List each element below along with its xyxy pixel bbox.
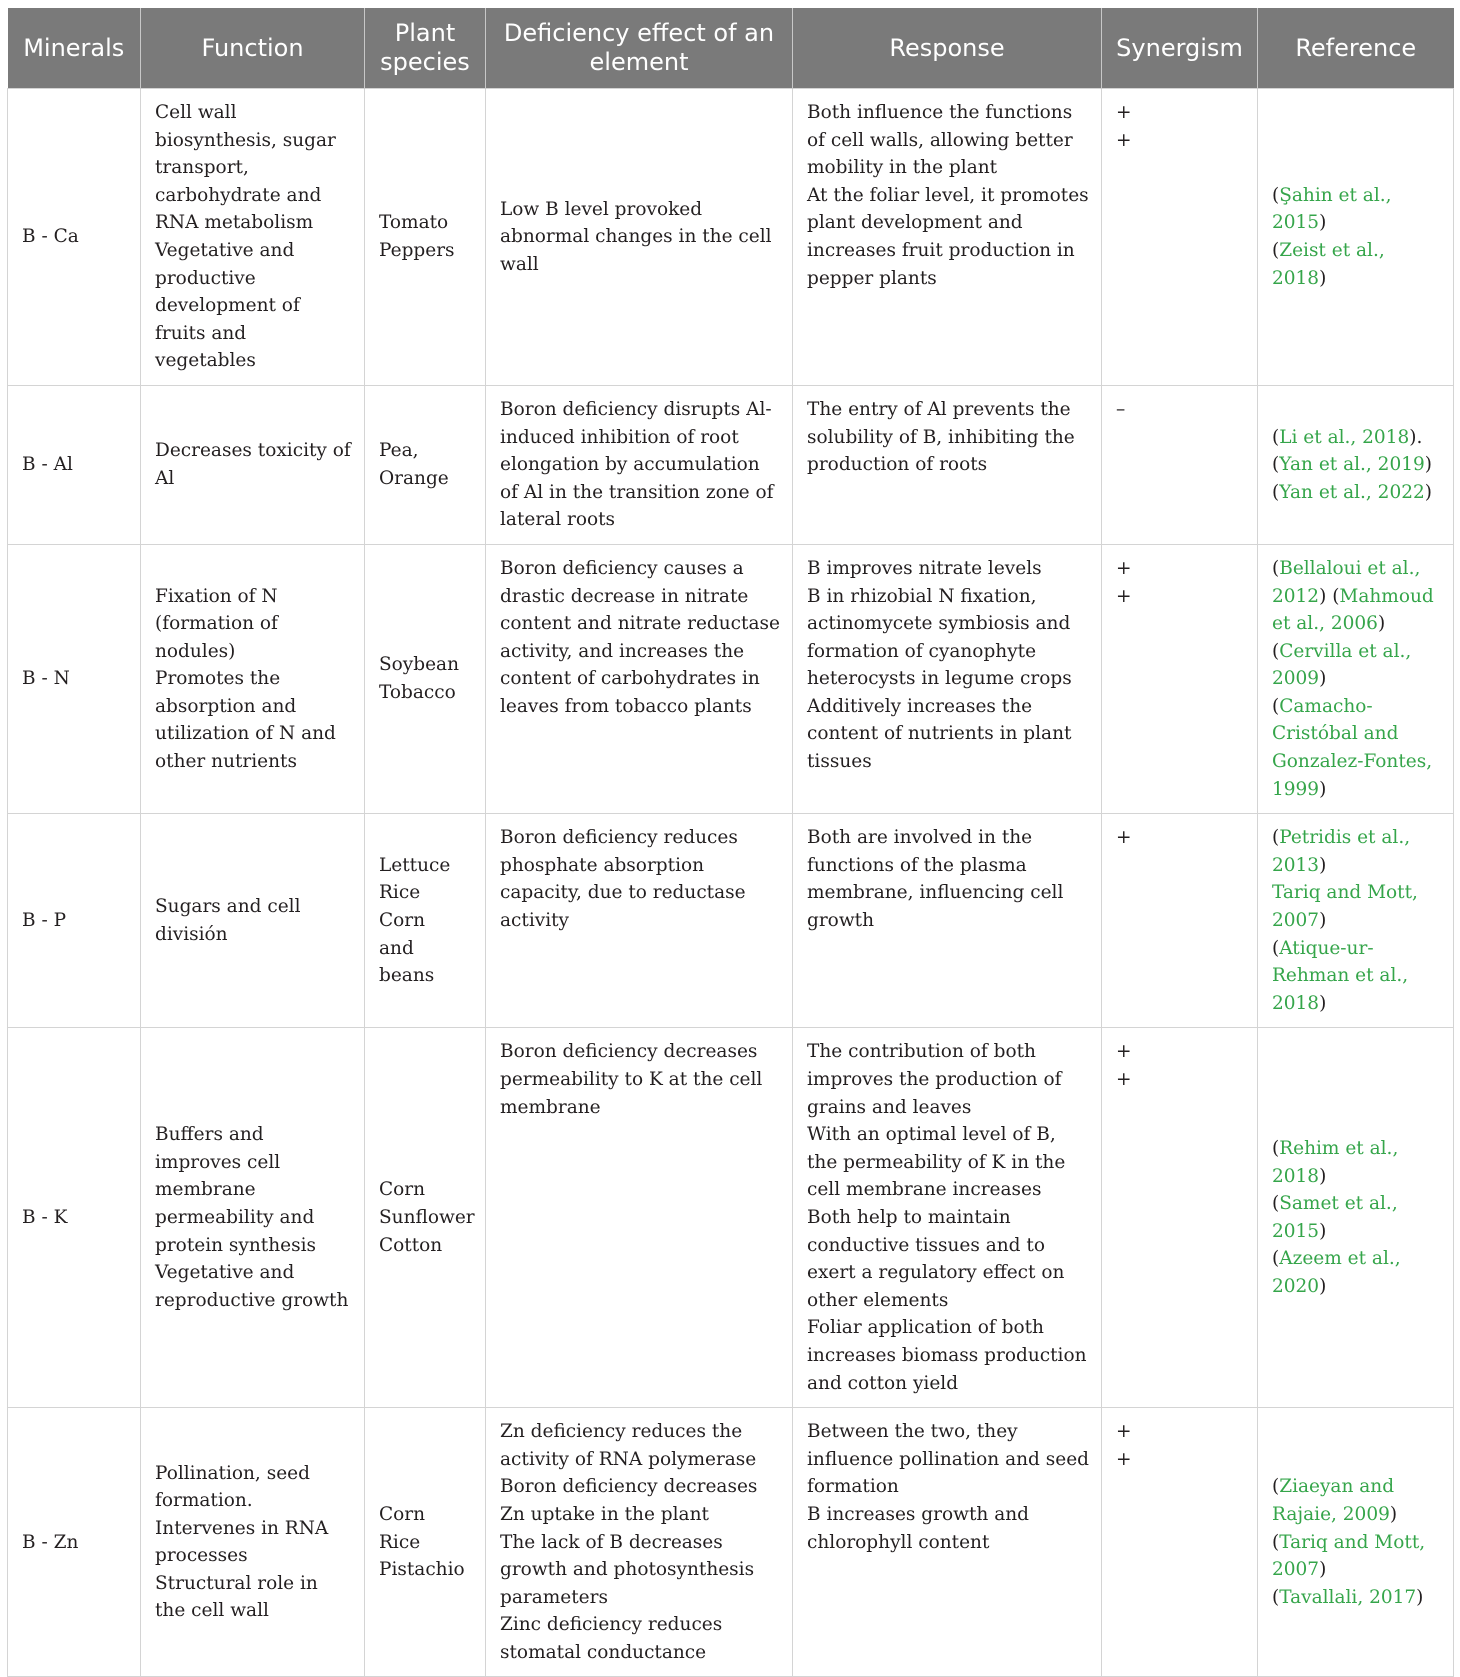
cell-plant-species: Lettuce Rice Corn and beans — [365, 814, 486, 1028]
table-row — [8, 1028, 1454, 1408]
cell-function: Buffers and improves cell membrane permeability and protein synthesis Vegetative and reproductive growth — [141, 1028, 365, 1408]
header-synergism: Synergism — [1102, 8, 1258, 89]
reference-link[interactable]: Mahmoud et al., 2006 — [1272, 585, 1434, 635]
reference-link[interactable]: Camacho-Cristóbal and Gonzalez-Fontes, 1999 — [1272, 695, 1433, 800]
reference-link[interactable]: Ziaeyan and Rajaie, 2009 — [1272, 1476, 1395, 1525]
cell-reference: (Bellaloui et al., 2012) (Mahmoud et al., 2006) (Cervilla et al., 2009) (Camacho-Cristóbal and Gonzalez-Fontes, 1999) — [1258, 544, 1454, 813]
cell-plant-species: Corn Sunflower Cotton — [365, 1028, 486, 1408]
header-plant-species: Plant species — [365, 8, 486, 89]
cell-minerals: B - K — [8, 1028, 141, 1408]
cell-function: Sugars and cell división — [141, 814, 365, 1028]
cell-reference: (Rehim et al., 2018) (Samet et al., 2015) (Azeem et al., 2020) — [1258, 1028, 1454, 1408]
cell-synergism: + + — [1102, 544, 1258, 813]
cell-deficiency: Boron deficiency reduces phosphate absorption capacity, due to reductase activity — [486, 814, 793, 1028]
cell-function: Decreases toxicity of Al — [141, 385, 365, 544]
cell-plant-species: Corn Rice Pistachio — [365, 1408, 486, 1677]
reference-link[interactable]: Tariq and Mott, 2007 — [1272, 1531, 1426, 1581]
cell-minerals: B - N — [8, 544, 141, 813]
cell-minerals: B - Al — [8, 385, 141, 544]
header-function: Function — [141, 8, 365, 89]
reference-link[interactable]: Cervilla et al., 2009 — [1272, 640, 1412, 690]
reference-link[interactable]: Samet et al., 2015 — [1272, 1193, 1398, 1242]
reference-link[interactable]: Li et al., 2018 — [1279, 426, 1410, 448]
cell-synergism: + + — [1102, 1028, 1258, 1408]
table-row — [8, 544, 1454, 813]
cell-synergism: + + — [1102, 1408, 1258, 1677]
cell-function: Fixation of N (formation of nodules) Promotes the absorption and utilization of N and other nutrients — [141, 544, 365, 813]
reference-link[interactable]: Tariq and Mott, 2007 — [1272, 882, 1418, 932]
reference-link[interactable]: Azeem et al., 2020 — [1272, 1248, 1401, 1297]
cell-deficiency: Low B level provoked abnormal changes in the cell wall — [486, 89, 793, 386]
reference-link[interactable]: Petridis et al., 2013 — [1272, 827, 1411, 876]
cell-synergism: + + — [1102, 89, 1258, 386]
table-row — [8, 1408, 1454, 1677]
cell-minerals: B - P — [8, 814, 141, 1028]
cell-function: Pollination, seed formation. Intervenes in RNA processes Structural role in the cell wall — [141, 1408, 365, 1677]
cell-synergism: + — [1102, 814, 1258, 1028]
cell-response: The entry of Al prevents the solubility of B, inhibiting the production of roots — [793, 385, 1102, 544]
header-deficiency-effect: Deficiency effect of an element — [486, 8, 793, 89]
table-row — [8, 814, 1454, 1028]
reference-link[interactable]: Bellaloui et al., 2012 — [1272, 557, 1421, 607]
reference-link[interactable]: Yan et al., 2019 — [1279, 454, 1425, 476]
cell-response: Between the two, they influence pollination and seed formation B increases growth and chlorophyll content — [793, 1408, 1102, 1677]
header-reference: Reference — [1258, 8, 1454, 89]
cell-deficiency: Boron deficiency decreases permeability to K at the cell membrane — [486, 1028, 793, 1408]
cell-response: B improves nitrate levels B in rhizobial N fixation, actinomycete symbiosis and formation of cyanophyte heterocysts in legume crops Additively increases the content of nutrients in plant tissues — [793, 544, 1102, 813]
cell-response: The contribution of both improves the production of grains and leaves With an optimal level of B, the permeability of K in the cell membrane increases Both help to maintain conductive tissues and to exert a regulatory effect on other elements Foliar application of both increases biomass production and cotton yield — [793, 1028, 1102, 1408]
reference-link[interactable]: Rehim et al., 2018 — [1272, 1137, 1399, 1187]
data-table — [7, 8, 1454, 1677]
reference-link[interactable]: Atique-ur-Rehman et al., 2018 — [1272, 937, 1409, 1014]
header-row — [8, 8, 1454, 89]
cell-minerals: B - Ca — [8, 89, 141, 386]
cell-deficiency: Zn deficiency reduces the activity of RNA polymerase Boron deficiency decreases Zn uptake in the plant The lack of B decreases growth and photosynthesis parameters Zinc deficiency reduces stomatal conductance — [486, 1408, 793, 1677]
cell-minerals: B - Zn — [8, 1408, 141, 1677]
table-row — [8, 385, 1454, 544]
header-minerals: Minerals — [8, 8, 141, 89]
reference-link[interactable]: Zeist et al., 2018 — [1272, 239, 1385, 289]
cell-plant-species: Soybean Tobacco — [365, 544, 486, 813]
reference-link[interactable]: Tavallali, 2017 — [1279, 1586, 1417, 1608]
cell-function: Cell wall biosynthesis, sugar transport, carbohydrate and RNA metabolism Vegetative and productive development of fruits and vegetables — [141, 89, 365, 386]
cell-deficiency: Boron deficiency disrupts Al-induced inhibition of root elongation by accumulation of Al in the transition zone of lateral roots — [486, 385, 793, 544]
header-response: Response — [793, 8, 1102, 89]
cell-reference: (Petridis et al., 2013) Tariq and Mott, 2007) (Atique-ur-Rehman et al., 2018) — [1258, 814, 1454, 1028]
reference-link[interactable]: Şahin et al., 2015 — [1272, 184, 1392, 234]
cell-response: Both are involved in the functions of the plasma membrane, influencing cell growth — [793, 814, 1102, 1028]
cell-synergism: – — [1102, 385, 1258, 544]
cell-reference: (Şahin et al., 2015) (Zeist et al., 2018) — [1258, 89, 1454, 386]
cell-response: Both influence the functions of cell walls, allowing better mobility in the plant At the foliar level, it promotes plant development and increases fruit production in pepper plants — [793, 89, 1102, 386]
cell-reference: (Ziaeyan and Rajaie, 2009) (Tariq and Mott, 2007) (Tavallali, 2017) — [1258, 1408, 1454, 1677]
table-row — [8, 89, 1454, 386]
cell-reference: (Li et al., 2018). (Yan et al., 2019) (Yan et al., 2022) — [1258, 385, 1454, 544]
cell-plant-species: Pea, Orange — [365, 385, 486, 544]
cell-deficiency: Boron deficiency causes a drastic decrease in nitrate content and nitrate reductase activity, and increases the content of carbohydrates in leaves from tobacco plants — [486, 544, 793, 813]
reference-link[interactable]: Yan et al., 2022 — [1279, 481, 1425, 503]
cell-plant-species: Tomato Peppers — [365, 89, 486, 386]
